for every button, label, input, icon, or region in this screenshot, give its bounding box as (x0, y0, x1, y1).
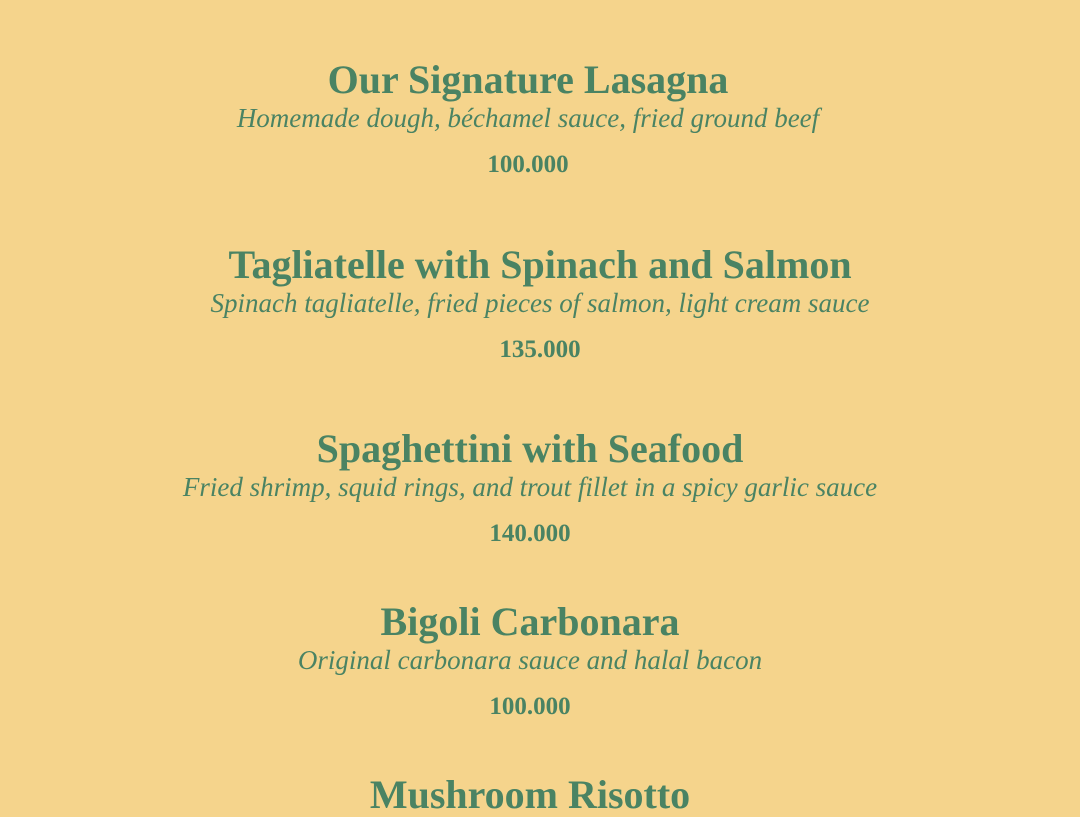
dish-name: Spaghettini with Seafood (316, 426, 744, 471)
dish-price: 140.000 (489, 520, 571, 547)
dish-name: Our Signature Lasagna (327, 57, 729, 102)
dish-name: Bigoli Carbonara (380, 599, 680, 644)
dish-description: Homemade dough, béchamel sauce, fried ground beef (236, 103, 820, 133)
dish-price: 100.000 (487, 151, 569, 178)
dish-description: Fried shrimp, squid rings, and trout fillet in a spicy garlic sauce (182, 472, 878, 502)
dish-name: Mushroom Risotto (369, 772, 691, 817)
dish-price: 135.000 (499, 336, 581, 363)
dish-name: Tagliatelle with Spinach and Salmon (228, 242, 852, 287)
dish-description: Spinach tagliatelle, fried pieces of salmon, light cream sauce (210, 288, 870, 318)
dish-price: 100.000 (489, 693, 571, 720)
dish-description: Original carbonara sauce and halal bacon (297, 645, 763, 675)
